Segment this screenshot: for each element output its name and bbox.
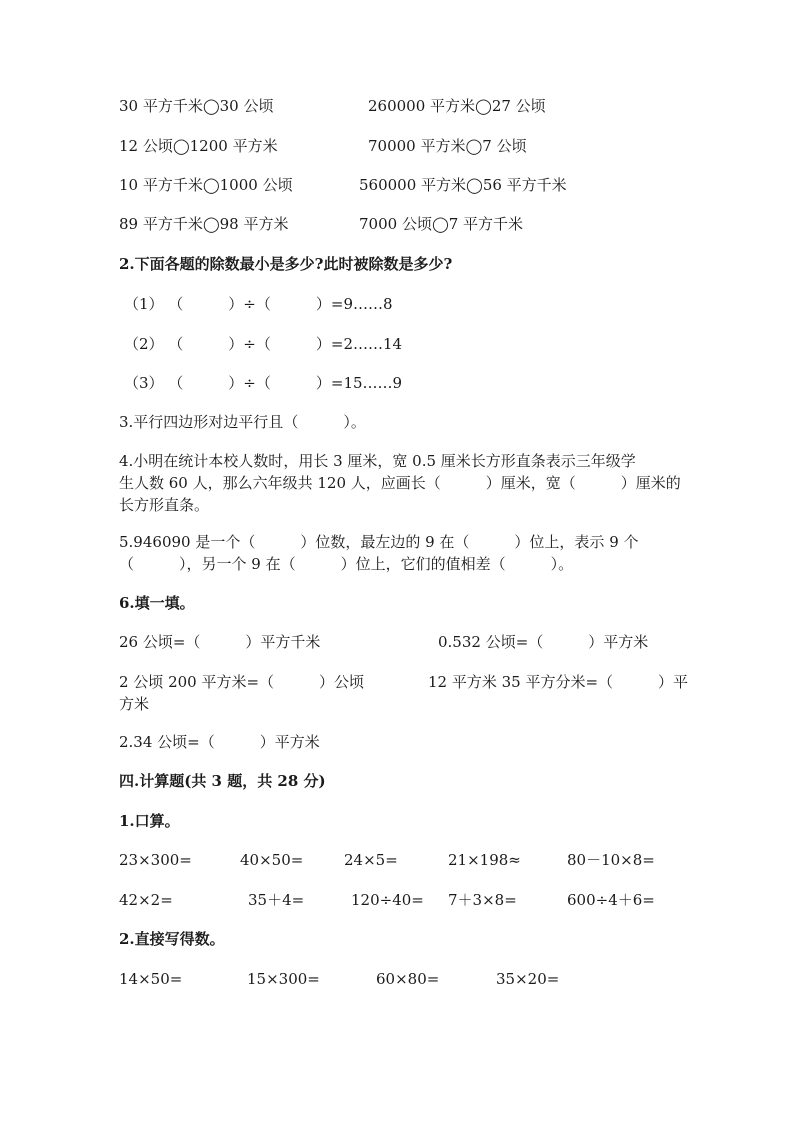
compare-2-left: 12 公顷◯1200 平方米 bbox=[119, 137, 278, 155]
question-4-line-2: 生人数 60 人，那么六年级共 120 人，应画长（ ）厘米，宽（ ）厘米的 bbox=[119, 474, 681, 492]
question-4-line-3: 长方形直条。 bbox=[119, 496, 210, 514]
calc-1-row-2-item-3: 120÷40= bbox=[351, 891, 424, 909]
compare-2-right: 70000 平方米◯7 公顷 bbox=[368, 137, 527, 155]
compare-4-right: 7000 公顷◯7 平方千米 bbox=[359, 215, 524, 233]
question-6-item-e: 2.34 公顷=（ ）平方米 bbox=[119, 733, 320, 751]
calc-2-item-4: 35×20= bbox=[496, 970, 560, 988]
calc-1-row-2-item-5: 600÷4＋6= bbox=[567, 891, 655, 909]
question-6-item-d-wrap: 方米 bbox=[119, 695, 150, 713]
calc-1-row-2-item-4: 7＋3×8= bbox=[448, 891, 517, 909]
calc-2-item-1: 14×50= bbox=[119, 970, 183, 988]
compare-1-right: 260000 平方米◯27 公顷 bbox=[368, 97, 546, 115]
calc-1-row-1-item-4: 21×198≈ bbox=[448, 851, 521, 869]
compare-4-left: 89 平方千米◯98 平方米 bbox=[119, 215, 289, 233]
compare-3-right: 560000 平方米◯56 平方千米 bbox=[359, 176, 567, 194]
calc-2-title: 2.直接写得数。 bbox=[119, 930, 225, 948]
calc-1-row-1-item-2: 40×50= bbox=[240, 851, 304, 869]
calc-2-item-2: 15×300= bbox=[247, 970, 320, 988]
question-6-item-c: 2 公顷 200 平方米=（ ）公顷 bbox=[119, 673, 365, 691]
question-2-item-1: （1） （ ）÷（ ）=9……8 bbox=[124, 295, 393, 313]
compare-1-left: 30 平方千米◯30 公顷 bbox=[119, 97, 274, 115]
question-6-item-a: 26 公顷=（ ）平方千米 bbox=[119, 633, 321, 651]
question-5-line-1: 5.946090 是一个（ ）位数，最左边的 9 在（ ）位上，表示 9 个 bbox=[119, 533, 639, 551]
question-2-item-3: （3） （ ）÷（ ）=15……9 bbox=[124, 374, 403, 392]
calc-1-row-1-item-3: 24×5= bbox=[344, 851, 398, 869]
calc-1-row-1-item-1: 23×300= bbox=[119, 851, 192, 869]
question-2-item-2: （2） （ ）÷（ ）=2……14 bbox=[124, 335, 403, 353]
calc-1-row-2-item-2: 35＋4= bbox=[248, 891, 305, 909]
question-5-line-2: （ ），另一个 9 在（ ）位上，它们的值相差（ ）。 bbox=[119, 555, 574, 573]
question-6-item-b: 0.532 公顷=（ ）平方米 bbox=[438, 633, 649, 651]
compare-3-left: 10 平方千米◯1000 公顷 bbox=[119, 176, 293, 194]
calc-1-title: 1.口算。 bbox=[119, 812, 180, 830]
calc-1-row-1-item-5: 80－10×8= bbox=[567, 851, 655, 869]
question-2-title: 2.下面各题的除数最小是多少?此时被除数是多少? bbox=[119, 255, 453, 273]
question-3: 3.平行四边形对边平行且（ ）。 bbox=[119, 413, 366, 431]
calc-2-item-3: 60×80= bbox=[376, 970, 440, 988]
calc-1-row-2-item-1: 42×2= bbox=[119, 891, 173, 909]
question-6-item-d: 12 平方米 35 平方分米=（ ）平 bbox=[428, 673, 689, 691]
question-6-title: 6.填一填。 bbox=[119, 594, 195, 612]
section-4-heading: 四.计算题(共 3 题，共 28 分) bbox=[119, 772, 326, 790]
question-4-line-1: 4.小明在统计本校人数时，用长 3 厘米，宽 0.5 厘米长方形直条表示三年级学 bbox=[119, 452, 636, 470]
